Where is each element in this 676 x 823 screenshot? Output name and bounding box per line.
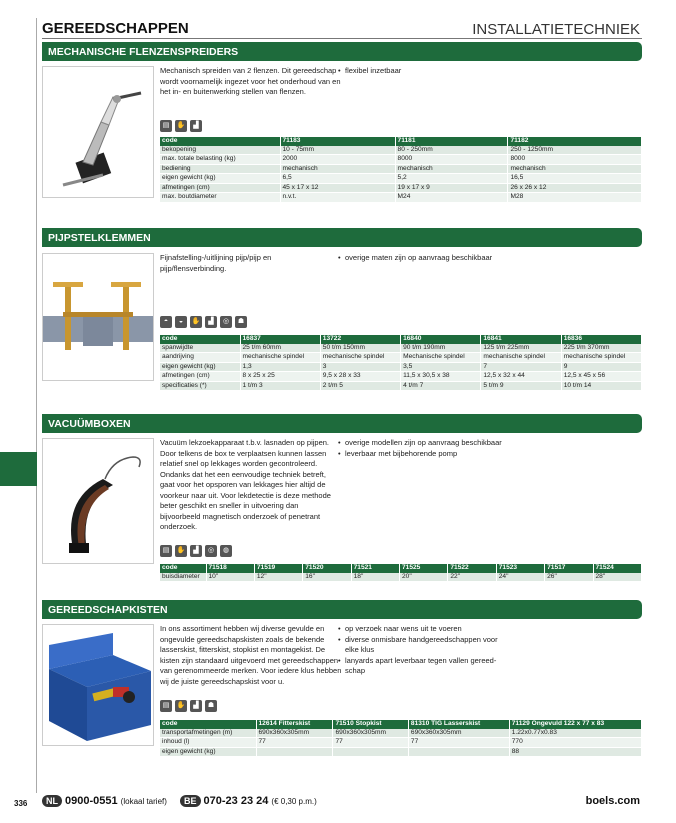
table-row [160,174,642,184]
table-cell: 1,3 [240,362,320,372]
safety-icons [160,545,232,557]
table-cell: 225 t/m 370mm [561,344,641,353]
table-cell: 50 t/m 150mm [320,344,400,353]
table-cell: 8000 [395,155,508,165]
table-row [160,353,642,363]
table-header-cell: 71519 [254,564,302,573]
mask-icon: ◍ [220,545,232,557]
table-cell: 16,5 [508,174,642,184]
feature-item: • overige modellen zijn op aanvraag beschikbaar [338,438,502,449]
table-row [160,183,642,193]
table-row [160,146,642,155]
section-title-gereedschapkisten: GEREEDSCHAPKISTEN [42,600,642,619]
table-header-cell: 71183 [280,137,395,146]
nl-badge: NL [42,795,62,807]
table-cell: afmetingen (cm) [160,372,240,382]
boot-icon: ▟ [190,120,202,132]
spec-table [160,335,642,391]
table-cell: 24" [496,573,544,582]
safety-icons [160,316,247,328]
table-cell: 12" [254,573,302,582]
table-cell: 18" [351,573,399,582]
table-row [160,573,642,582]
table-cell: 77 [333,738,408,748]
table-header-cell: 12614 Fitterskist [256,720,333,729]
safety-icons [160,700,217,712]
glove-icon: ✋ [175,700,187,712]
table-cell: 16" [303,573,351,582]
table-cell: 250 - 1250mm [508,146,642,155]
table-cell: spanwijdte [160,344,240,353]
table-cell: 4 t/m 7 [401,381,481,391]
table-cell [333,747,408,757]
table-cell: max. totale belasting (kg) [160,155,280,165]
manual-icon: ▤ [160,700,172,712]
table-cell: 125 t/m 225mm [481,344,561,353]
nl-phone: 0900-0551 [65,795,118,807]
table-cell: 8 x 25 x 25 [240,372,320,382]
spec-table [160,137,642,203]
description: Mechanisch spreiden van 2 flenzen. Dit gereedschap wordt voornamelijk ingezet voor het onderhoud van en het in- en buitenwerking stellen van flenzen. [160,66,341,96]
table-cell: 22" [448,573,496,582]
section-pijpstelklemmen [42,253,642,403]
manual-icon: ▤ [160,545,172,557]
table-header-cell: 71524 [593,564,642,573]
table-header-cell: code [160,137,280,146]
table-cell: bekopening [160,146,280,155]
goggles-icon: ◎ [205,545,217,557]
section-vacuumboxen [42,438,642,588]
table-cell: 10" [206,573,254,582]
table-header-cell: 16837 [240,335,320,344]
table-cell: 10 t/m 14 [561,381,641,391]
feature-item: • leverbaar met bijbehorende pomp [338,449,502,460]
table-row [160,193,642,203]
table-cell: afmetingen (cm) [160,183,280,193]
table-cell: 88 [509,747,641,757]
website-link[interactable]: boels.com [585,795,640,807]
product-image-toolbox [42,624,154,746]
glove-icon: ✋ [175,545,187,557]
table-header-cell: 71517 [545,564,593,573]
table-row [160,344,642,353]
page-number: 336 [14,799,28,808]
table-cell: transportafmetingen (m) [160,729,256,738]
section-gereedschapkisten [42,624,642,774]
table-cell: max. boutdiameter [160,193,280,203]
nl-note: (lokaal tarief) [120,797,167,806]
table-header-cell: 71181 [395,137,508,146]
table-cell: 770 [509,738,641,748]
table-cell: 12,5 x 32 x 44 [481,372,561,382]
section-title-vacuumboxen: VACUÜMBOXEN [42,414,642,433]
table-cell: mechanische spindel [481,353,561,363]
description: In ons assortiment hebben wij diverse gevulde en ongevulde gereedschapskisten zoals de bekende lasserskist, fitterskist, stopkist en montagekist. De kisten zijn standaard uitgevoerd met gereedschappen van gerenommeerde merken. Voor iedere klus hebben wij de juiste gereedschapskist voor u. [160,624,342,686]
glove-icon: ✋ [190,316,202,328]
table-cell: 10 - 75mm [280,146,395,155]
table-cell: 8000 [508,155,642,165]
table-cell: 3 [320,362,400,372]
table-cell: 9,5 x 28 x 33 [320,372,400,382]
table-cell: mechanisch [280,164,395,174]
table-cell: 19 x 17 x 9 [395,183,508,193]
table-cell: 80 - 250mm [395,146,508,155]
table-row [160,729,642,738]
table-header-cell: code [160,720,256,729]
safety-icons [160,120,202,132]
page-section-title: INSTALLATIETECHNIEK [472,21,640,38]
table-cell: eigen gewicht (kg) [160,747,256,757]
table-cell: 9 [561,362,641,372]
table-cell: 1 t/m 3 [240,381,320,391]
table-cell: 2000 [280,155,395,165]
table-cell [256,747,333,757]
feature-item: • lanyards apart leverbaar tegen vallen gereed-schap [338,656,498,677]
table-cell: bediening [160,164,280,174]
table-cell: M24 [395,193,508,203]
section-tab-marker [0,452,37,486]
table-cell: 45 x 17 x 12 [280,183,395,193]
product-image-vacuum-box [42,438,154,564]
table-cell: mechanische spindel [320,353,400,363]
table-cell: specificaties (*) [160,381,240,391]
table-row [160,372,642,382]
table-cell: M28 [508,193,642,203]
table-cell: mechanische spindel [240,353,320,363]
header-divider [42,38,642,39]
table-header-cell: 71522 [448,564,496,573]
feature-list [338,624,498,677]
spec-table [160,564,642,582]
table-cell: 12,5 x 45 x 56 [561,372,641,382]
table-cell: 25 t/m 60mm [240,344,320,353]
table-row [160,155,642,165]
feature-item: • overige maten zijn op aanvraag beschikbaar [338,253,492,264]
table-header-cell: 71521 [351,564,399,573]
table-cell: 26 x 26 x 12 [508,183,642,193]
table-header-cell: 71523 [496,564,544,573]
table-cell: 690x360x305mm [256,729,333,738]
table-header-cell: code [160,564,206,573]
table-cell: 6,5 [280,174,395,184]
spec-table [160,720,642,757]
table-header-cell: 16836 [561,335,641,344]
feature-list [338,66,401,77]
table-cell: 77 [408,738,509,748]
boot-icon: ▟ [190,545,202,557]
section-flenzenspreiders [42,66,642,221]
page-category-title: GEREEDSCHAPPEN [42,20,189,37]
table-header-cell: 81310 TIG Lasserskist [408,720,509,729]
table-cell: 2 t/m 5 [320,381,400,391]
table-header-cell: code [160,335,240,344]
person-icon: ☗ [235,316,247,328]
feature-list [338,438,502,459]
table-row [160,362,642,372]
person-icon: ☗ [205,700,217,712]
table-header-cell: 71129 Ongevuld 122 x 77 x 83 [509,720,641,729]
table-header-cell: 71525 [400,564,448,573]
table-header-cell: 71518 [206,564,254,573]
table-row [160,738,642,748]
table-cell: 690x360x305mm [333,729,408,738]
section-title-flenzenspreiders: MECHANISCHE FLENZENSPREIDERS [42,42,642,61]
cap-icon: ◒ [175,316,187,328]
table-cell: 77 [256,738,333,748]
goggles-icon: ◎ [220,316,232,328]
table-cell: aandrijving [160,353,240,363]
table-cell: 7 [481,362,561,372]
footer-nl-contact [42,795,167,807]
feature-item: • flexibel inzetbaar [338,66,401,77]
glove-icon: ✋ [175,120,187,132]
description: Vacuüm lekzoekapparaat t.b.v. lasnaden op pijpen. Door telkens de box te verplaatsen kunnen lassen relatief snel op lekkages worden gecontroleerd. Ondanks dat het een eenvoudige techniek betreft, gaat voor het opsporen van lekkages hier altijd de voorkeur naar uit. Voor lekdetectie is deze methode beter geschikt en sneller in uitvoering dan bijvoorbeeld magnetisch onderzoek of penetrant onderzoek. [160,438,331,531]
table-row [160,381,642,391]
boot-icon: ▟ [205,316,217,328]
feature-item: • diverse onmisbare handgereedschappen voor elke klus [338,635,498,656]
table-cell: 26" [545,573,593,582]
table-cell: inhoud (l) [160,738,256,748]
table-cell: 11,5 x 30,5 x 38 [401,372,481,382]
table-cell: eigen gewicht (kg) [160,174,280,184]
margin-rule [36,18,37,793]
manual-icon: ▤ [160,120,172,132]
table-header-cell: 71520 [303,564,351,573]
table-header-cell: 13722 [320,335,400,344]
footer-be-contact [180,795,317,807]
table-cell: mechanische spindel [561,353,641,363]
table-cell: 20" [400,573,448,582]
boot-icon: ▟ [190,700,202,712]
table-cell: mechanisch [395,164,508,174]
table-cell: Mechanische spindel [401,353,481,363]
table-row [160,164,642,174]
product-image-flange-spreader [42,66,154,198]
be-note: (€ 0,30 p.m.) [271,797,317,806]
table-cell [408,747,509,757]
feature-list [338,253,492,264]
table-cell: 1.22x0.77x0.83 [509,729,641,738]
table-header-cell: 71182 [508,137,642,146]
be-badge: BE [180,795,201,807]
table-cell: 5 t/m 9 [481,381,561,391]
table-header-cell: 71510 Stopkist [333,720,408,729]
table-cell: n.v.t. [280,193,395,203]
table-header-cell: 16841 [481,335,561,344]
product-image-pipe-clamps [42,253,154,381]
table-cell: eigen gewicht (kg) [160,362,240,372]
table-row [160,747,642,757]
table-cell: buisdiameter [160,573,206,582]
section-title-pijpstelklemmen: PIJPSTELKLEMMEN [42,228,642,247]
helmet-icon: ◓ [160,316,172,328]
table-header-cell: 16840 [401,335,481,344]
be-phone: 070-23 23 24 [203,795,269,807]
table-cell: mechanisch [508,164,642,174]
feature-item: • op verzoek naar wens uit te voeren [338,624,498,635]
table-cell: 3,5 [401,362,481,372]
table-cell: 90 t/m 190mm [401,344,481,353]
table-cell: 5,2 [395,174,508,184]
table-cell: 690x360x305mm [408,729,509,738]
table-cell: 28" [593,573,642,582]
description: Fijnafstelling-/uitlijning pijp/pijp en pijp/flensverbinding. [160,253,272,273]
